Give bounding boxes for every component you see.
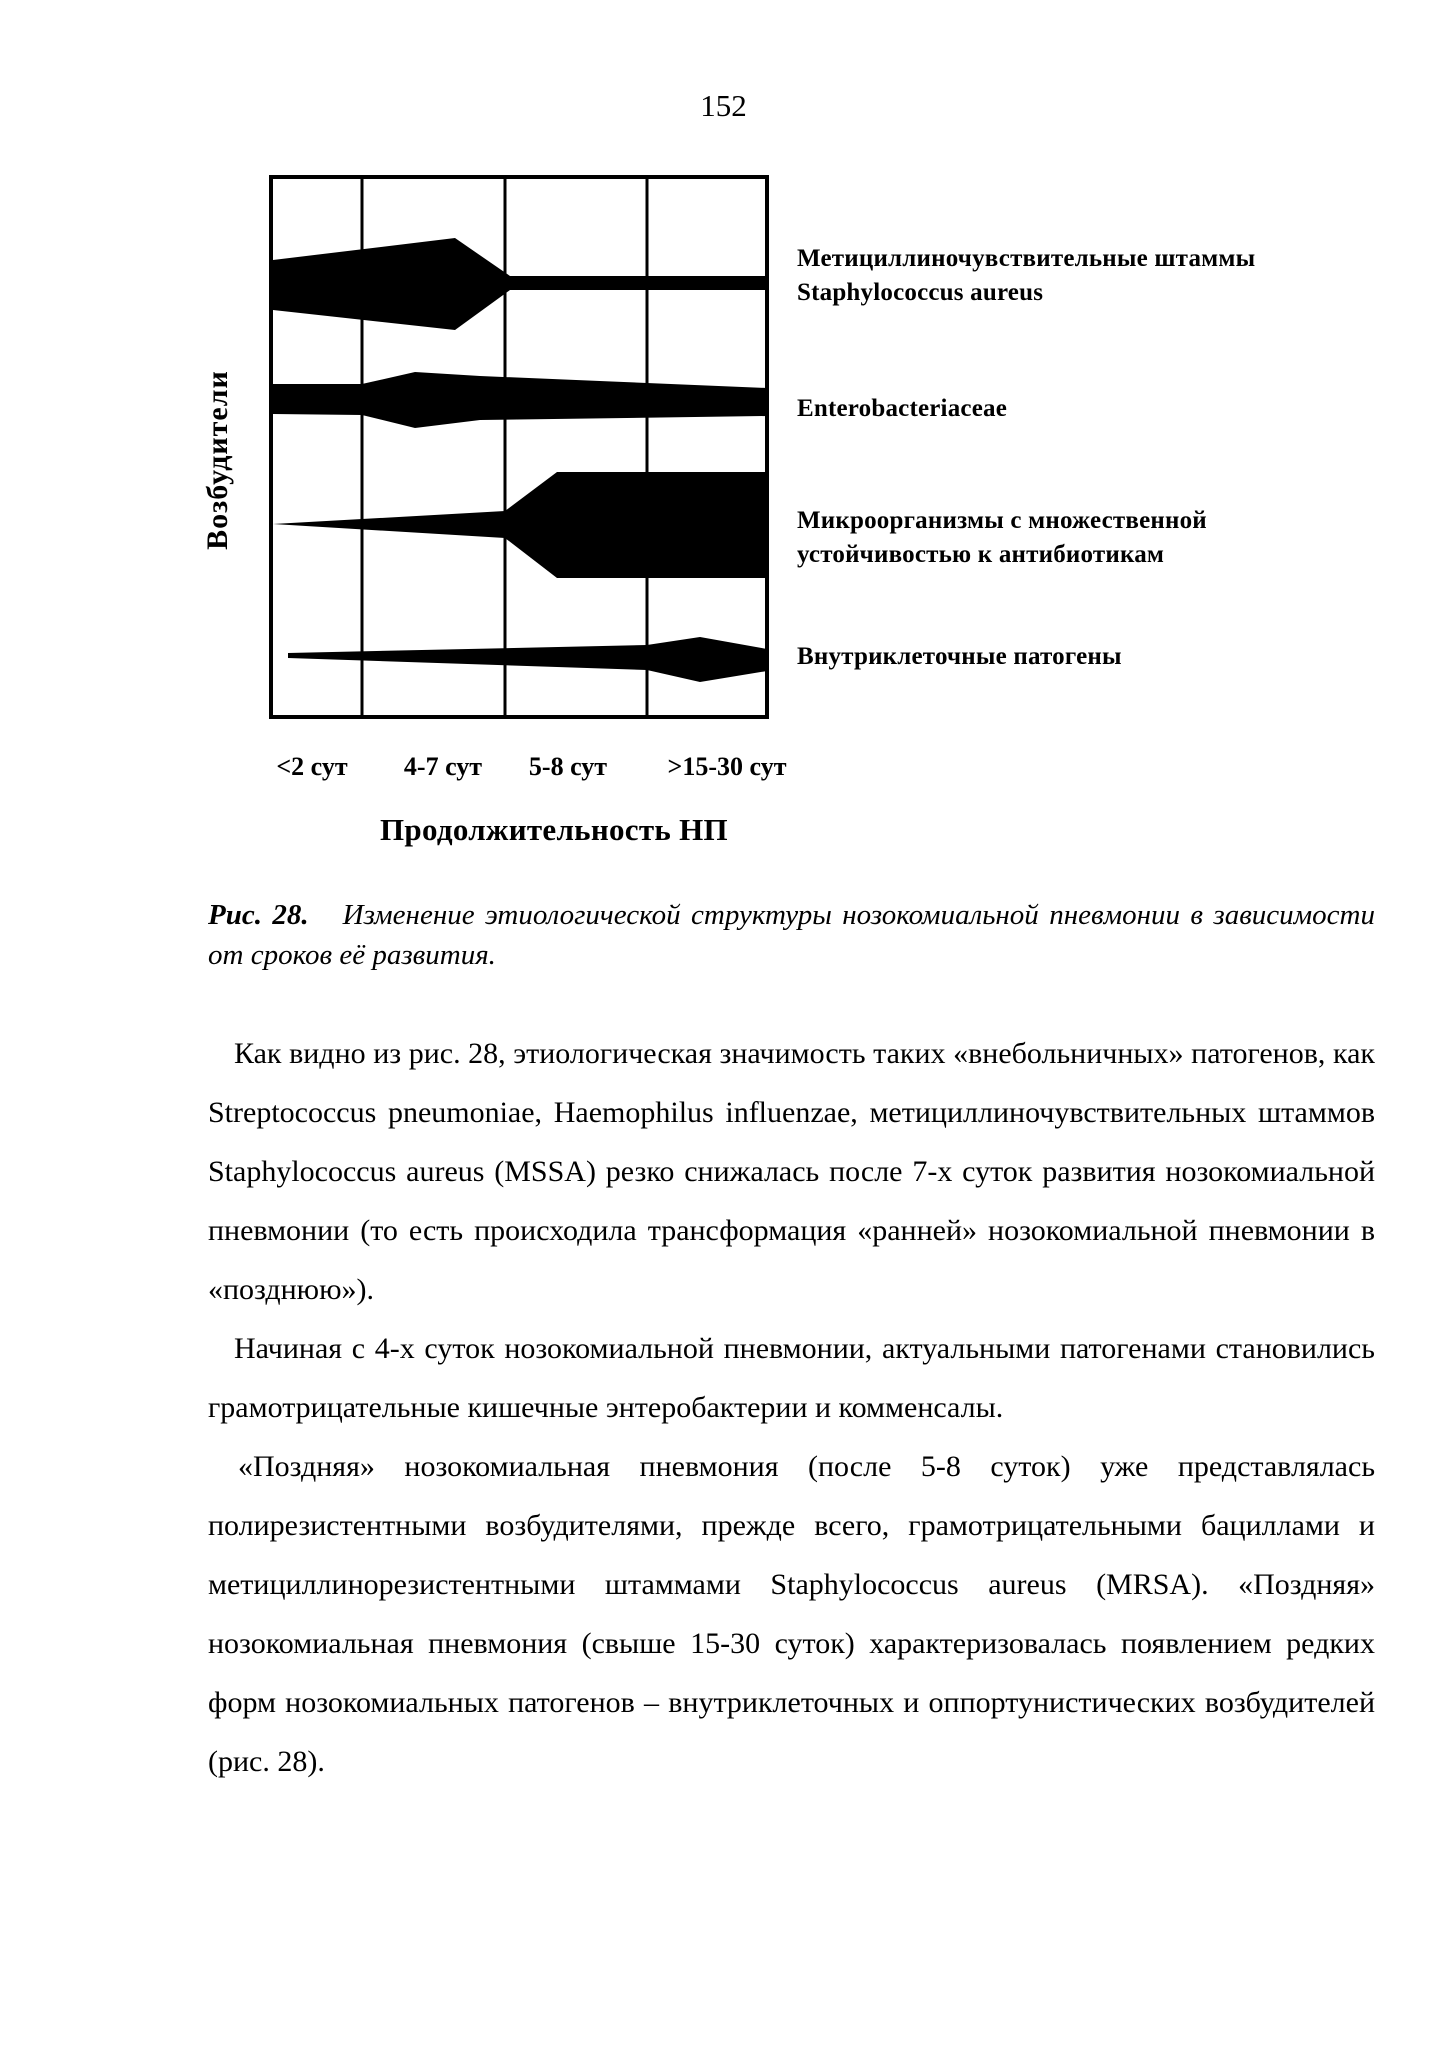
x-tick-label: 4-7 сут <box>403 752 483 781</box>
body-text <box>208 1024 1375 1791</box>
band-intracellular <box>288 637 767 682</box>
figure-caption-label: Рис. 28. <box>208 899 309 931</box>
series-bands <box>273 238 767 682</box>
x-axis-label: Продолжительность НП <box>380 812 728 847</box>
series-label-enterobacteriaceae: Enterobacteriaceae <box>797 395 1007 422</box>
paragraph: Как видно из рис. 28, этиологическая значимость таких «внебольничных» патогенов, как Streptococcus pneumoniae, Haemophilus influenzae, метициллиночувствительных штаммов Staphylococcus aureus (MSSA) резко снижалась после 7-х суток развития нозокомиальной пневмонии (то есть происходила трансформация «ранней» нозокомиальной пневмонии в «позднюю»). <box>208 1037 1375 1306</box>
series-label-multiresistant: Микроорганизмы с множественной устойчивостью к антибиотикам <box>797 507 1207 568</box>
paragraph: «Поздняя» нозокомиальная пневмония (после 5-8 суток) уже представлялась полирезистентными возбудителями, прежде всего, грамотрицательными бациллами и метициллинорезистентными штаммами Staphylococcus aureus (MRSA). «Поздняя» нозокомиальная пневмония (свыше 15-30 суток) характеризовалась появлением редких форм нозокомиальных патогенов – внутриклеточных и оппортунистических возбудителей (рис. 28). <box>208 1450 1375 1778</box>
series-label-intracellular: Внутриклеточные патогены <box>797 643 1122 670</box>
y-axis-label-text: Возбудители <box>201 370 234 550</box>
x-tick-label: >15-30 сут <box>667 752 787 781</box>
figure-caption-text: Изменение этиологической структуры нозокомиальной пневмонии в зависимости от сроков её развития. <box>208 899 1375 971</box>
x-tick-label: 5-8 сут <box>528 752 608 781</box>
series-label-mssa: Метициллиночувствительные штаммы Staphylococcus aureus <box>797 245 1256 306</box>
figure-caption <box>208 895 1375 975</box>
page-number: 152 <box>700 88 747 123</box>
x-tick-label: <2 сут <box>276 752 348 781</box>
paragraph: Начиная с 4-х суток нозокомиальной пневмонии, актуальными патогенами становились грамотрицательные кишечные энтеробактерии и комменсалы. <box>208 1332 1375 1424</box>
band-mssa <box>273 238 767 330</box>
band-enterobacteriaceae <box>273 372 767 428</box>
band-multiresistant <box>273 472 767 578</box>
